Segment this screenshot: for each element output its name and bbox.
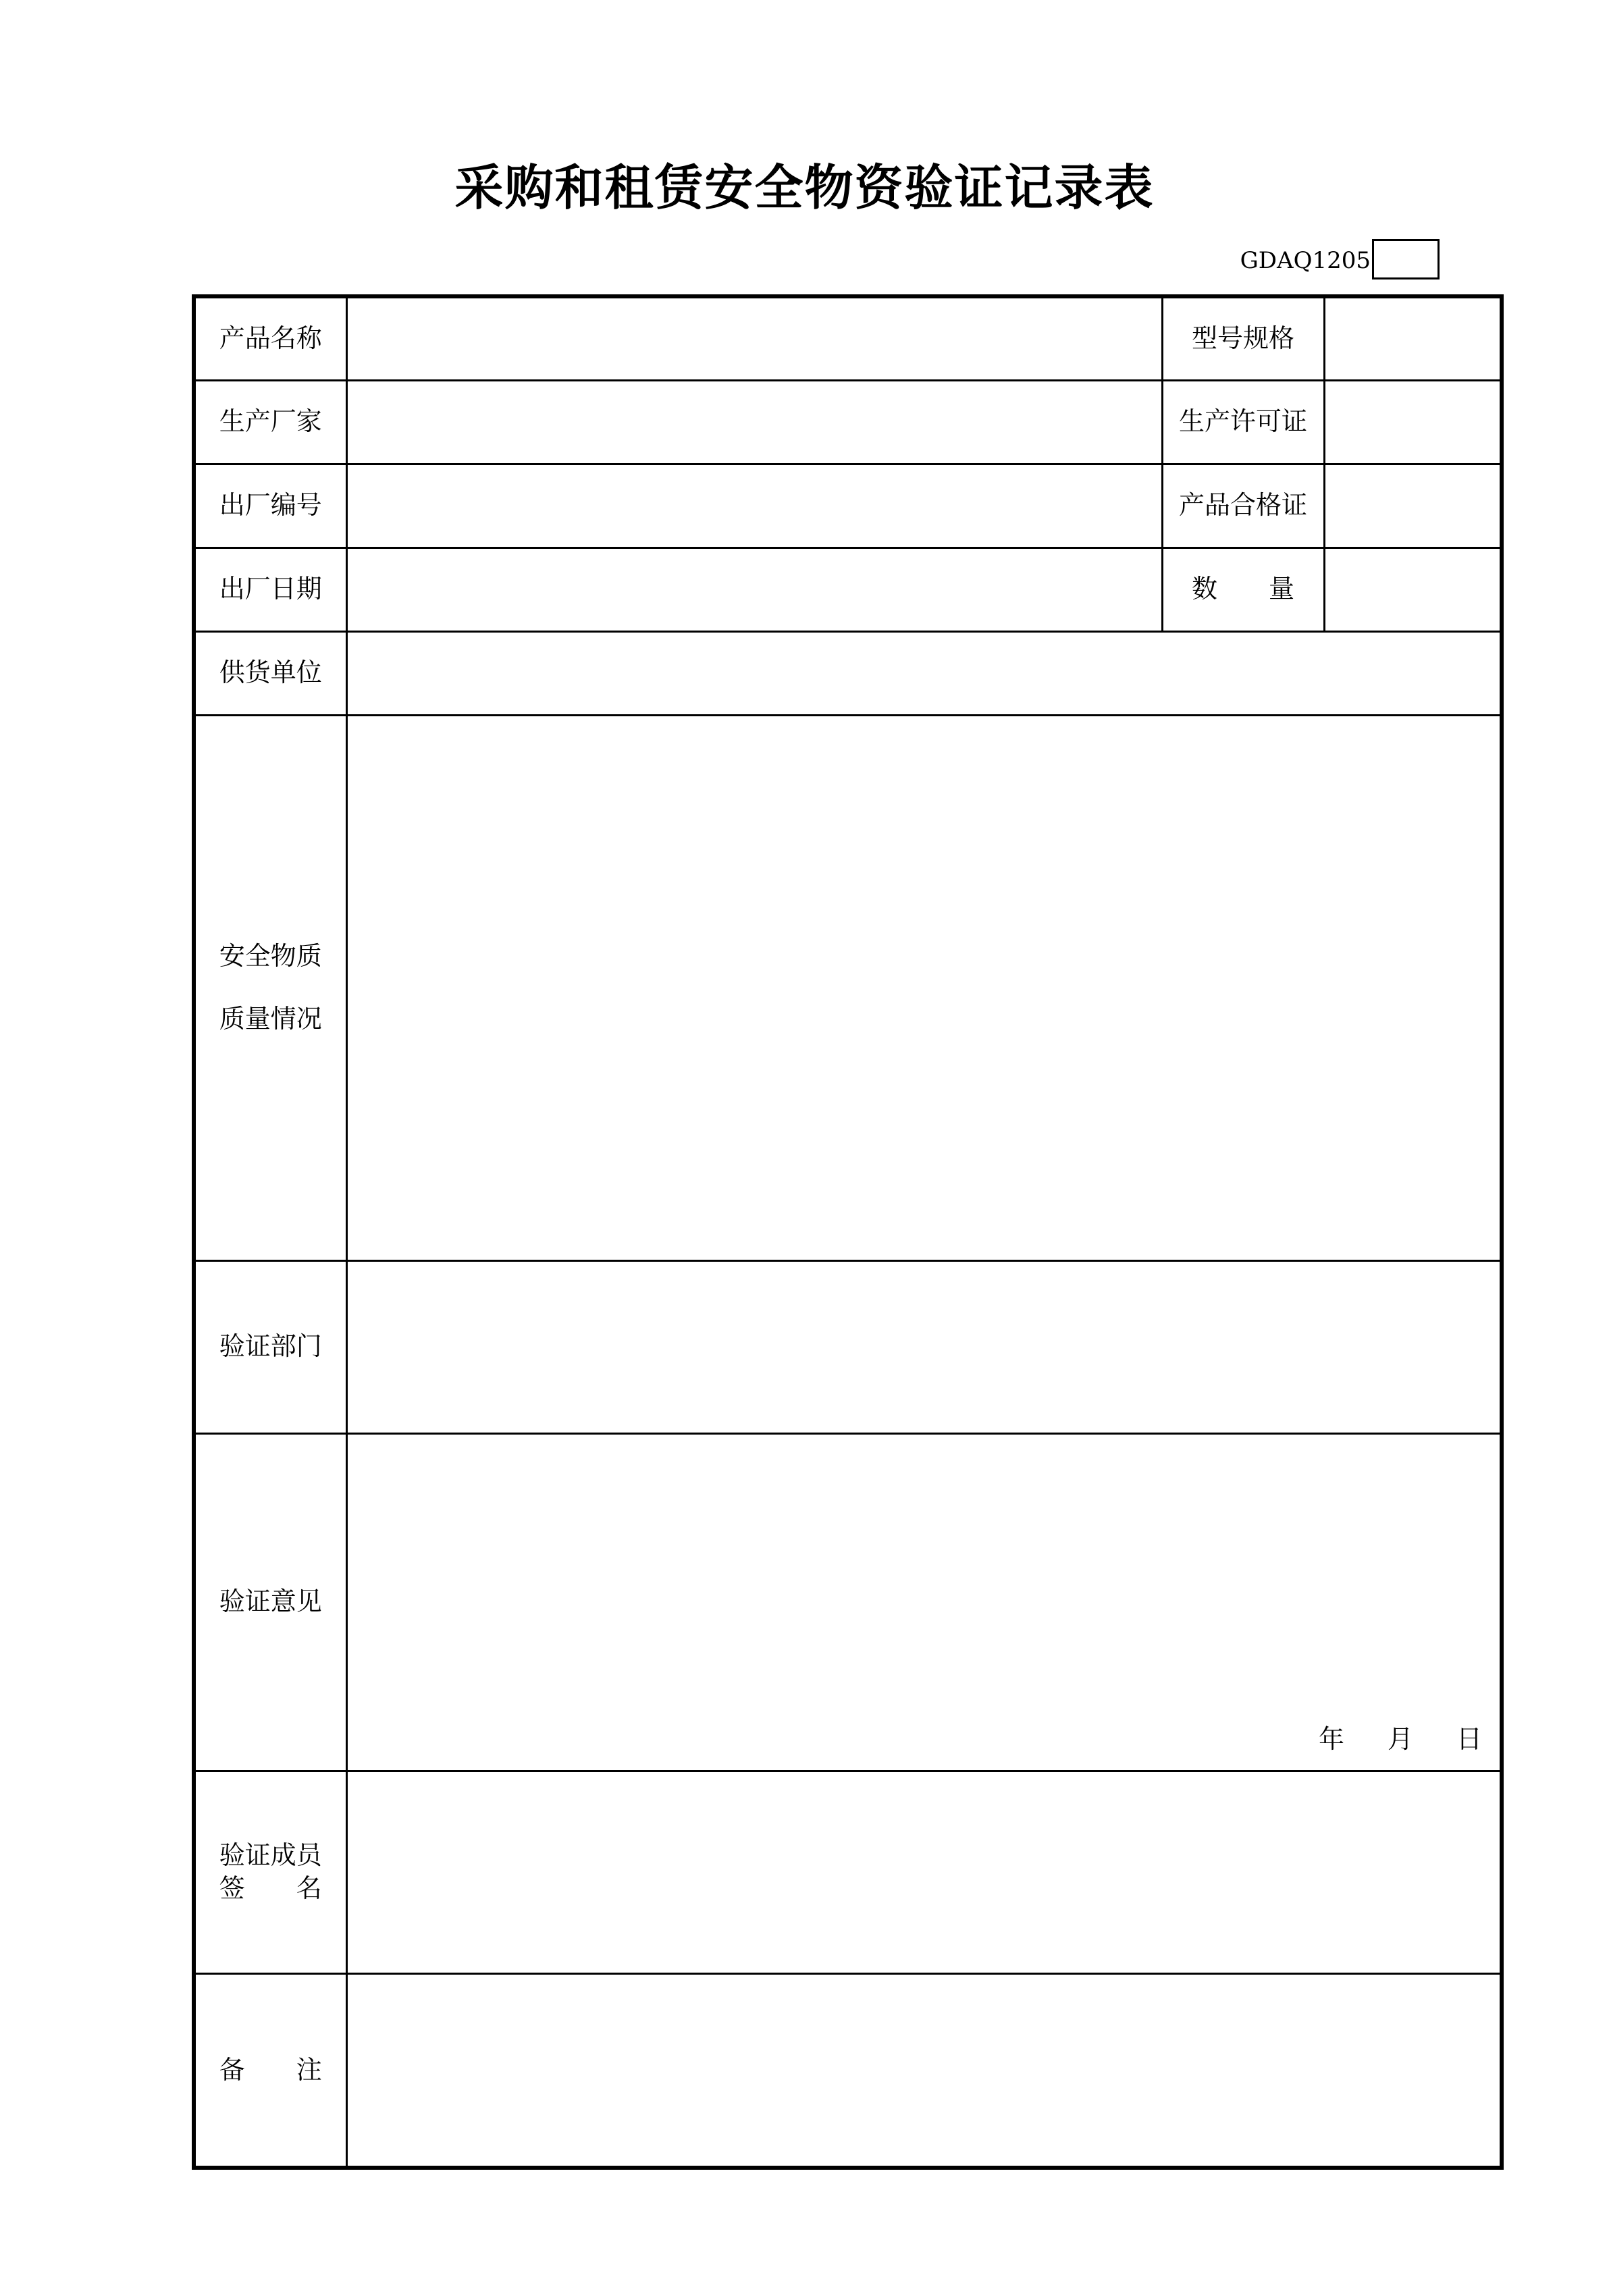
field-members-signature[interactable] <box>346 1771 1502 1973</box>
date-month: 月 <box>1387 1724 1413 1754</box>
date-year: 年 <box>1318 1724 1344 1754</box>
opinion-date-line <box>348 1718 1500 1755</box>
field-factory-date[interactable] <box>346 548 1162 631</box>
label-production-license: 生产许可证 <box>1162 380 1324 464</box>
label-factory-date: 出厂日期 <box>194 548 346 631</box>
label-members-line2: 签 名 <box>219 1873 322 1903</box>
label-verify-opinion: 验证意见 <box>194 1433 346 1771</box>
label-quality-status <box>194 715 346 1260</box>
label-members-line1: 验证成员 <box>219 1840 322 1870</box>
label-product-certificate: 产品合格证 <box>1162 464 1324 548</box>
field-quantity[interactable] <box>1324 548 1502 631</box>
label-quality-line1: 安全物质 <box>219 940 322 971</box>
verification-form <box>192 294 1504 2170</box>
field-product-name[interactable] <box>346 296 1162 380</box>
form-code: GDAQ1205 <box>1240 247 1371 274</box>
page-title: 采购和租赁安全物资验证记录表 <box>454 159 1155 216</box>
field-production-license[interactable] <box>1324 380 1502 464</box>
label-product-name: 产品名称 <box>194 296 346 380</box>
label-remarks: 备 注 <box>194 1973 346 2168</box>
date-day: 日 <box>1456 1724 1482 1754</box>
form-code-input-box[interactable] <box>1372 239 1440 279</box>
label-verify-dept: 验证部门 <box>194 1260 346 1433</box>
field-model-spec[interactable] <box>1324 296 1502 380</box>
label-quantity: 数 量 <box>1162 548 1324 631</box>
label-supplier: 供货单位 <box>194 631 346 715</box>
field-remarks[interactable] <box>346 1973 1502 2168</box>
field-verify-opinion[interactable] <box>346 1433 1502 1771</box>
label-model-spec: 型号规格 <box>1162 296 1324 380</box>
label-quality-line2: 质量情况 <box>219 1004 322 1034</box>
field-verify-dept[interactable] <box>346 1260 1502 1433</box>
field-manufacturer[interactable] <box>346 380 1162 464</box>
field-factory-number[interactable] <box>346 464 1162 548</box>
field-product-certificate[interactable] <box>1324 464 1502 548</box>
label-factory-number: 出厂编号 <box>194 464 346 548</box>
label-members-signature <box>194 1771 346 1973</box>
label-manufacturer: 生产厂家 <box>194 380 346 464</box>
field-quality-status[interactable] <box>346 715 1502 1260</box>
field-supplier[interactable] <box>346 631 1502 715</box>
